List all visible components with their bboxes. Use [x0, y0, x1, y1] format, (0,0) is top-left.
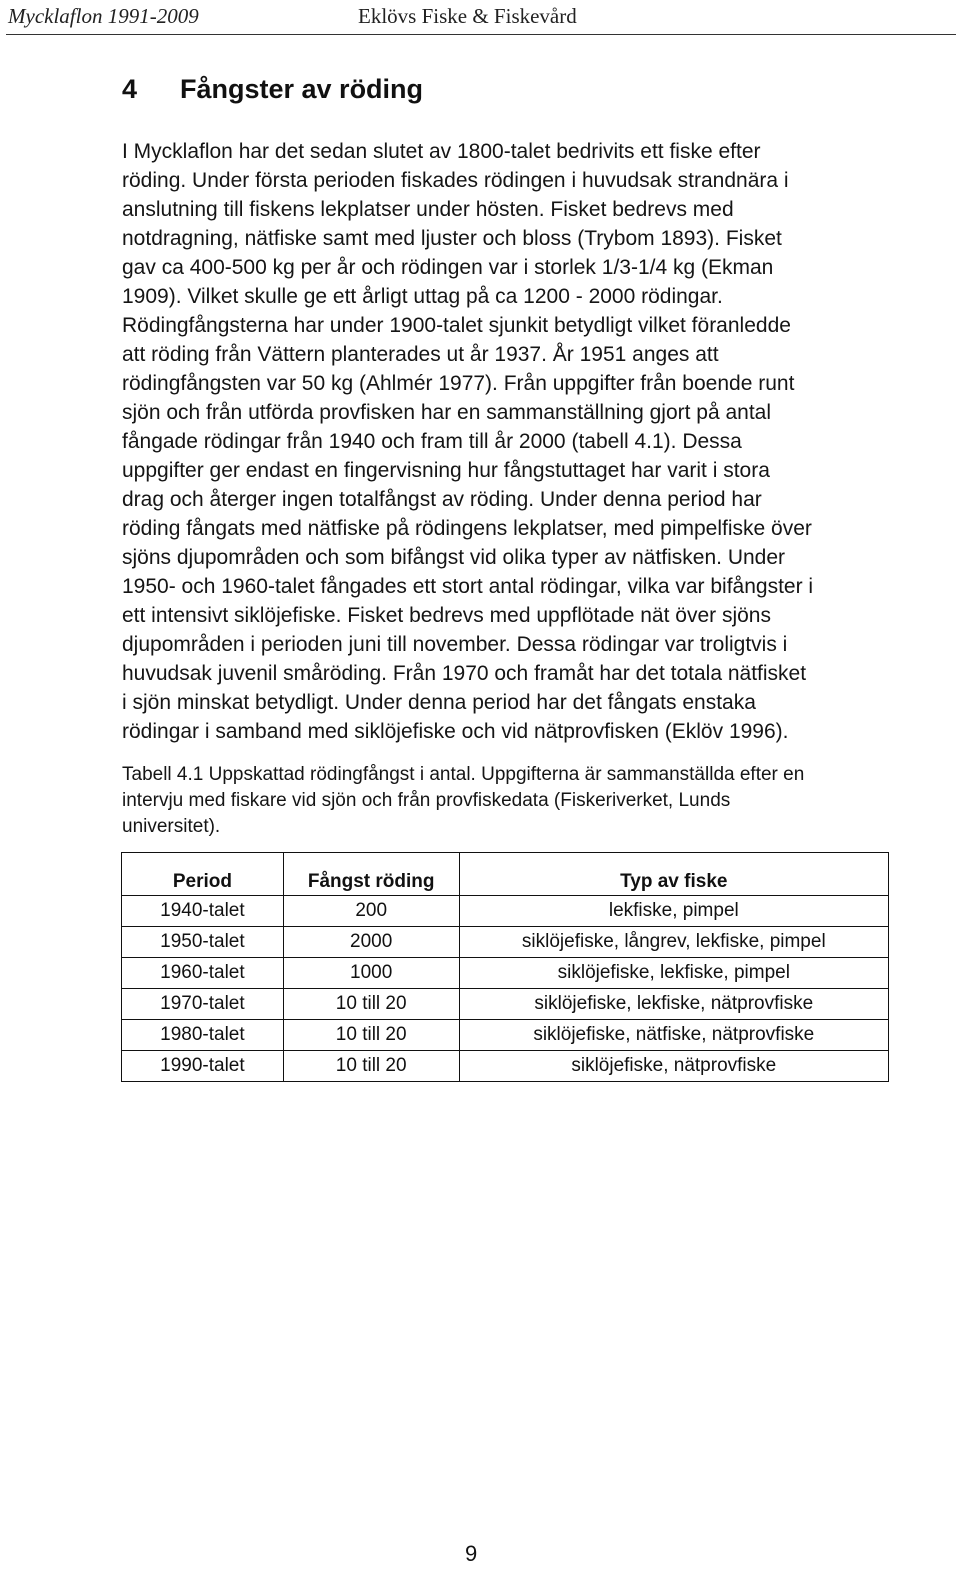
- table-row: [122, 927, 889, 958]
- header-catch: Fångst röding: [283, 853, 459, 896]
- paragraph-line: rödingar i samband med siklöjefiske och vid nätprovfisken (Eklöv 1996).: [122, 720, 789, 743]
- caption-line: Tabell 4.1 Uppskattad rödingfångst i antal. Uppgifterna är sammanställda efter en: [122, 764, 805, 785]
- cell-period: 1940-talet: [122, 896, 284, 927]
- cell-period: 1960-talet: [122, 958, 284, 989]
- cell-catch: 1000: [283, 958, 459, 989]
- caption-line: intervju med fiskare vid sjön och från provfiskedata (Fiskeriverket, Lunds: [122, 790, 731, 811]
- table-row: [122, 1020, 889, 1051]
- cell-fishing-type: siklöjefiske, nätfiske, nätprovfiske: [459, 1020, 888, 1051]
- table-header-row: [122, 853, 889, 896]
- cell-fishing-type: siklöjefiske, lekfiske, nätprovfiske: [459, 989, 888, 1020]
- paragraph-line: I Mycklaflon har det sedan slutet av 1800-talet bedrivits ett fiske efter: [122, 140, 761, 163]
- cell-fishing-type: siklöjefiske, långrev, lekfiske, pimpel: [459, 927, 888, 958]
- header-period: Period: [122, 853, 284, 896]
- cell-period: 1950-talet: [122, 927, 284, 958]
- cell-catch: 10 till 20: [283, 1051, 459, 1082]
- table-caption: [122, 762, 922, 840]
- cell-fishing-type: siklöjefiske, lekfiske, pimpel: [459, 958, 888, 989]
- paragraph-line: fångade rödingar från 1940 och fram till år 2000 (tabell 4.1). Dessa: [122, 430, 742, 453]
- header-fishing-type: Typ av fiske: [459, 853, 888, 896]
- paragraph-line: notdragning, nätfiske samt med ljuster och bloss (Trybom 1893). Fisket: [122, 227, 782, 250]
- caption-line: universitet).: [122, 816, 221, 837]
- catch-table: [121, 852, 889, 1082]
- paragraph-line: djupområden i perioden juni till november. Dessa rödingar var troligtvis i: [122, 633, 788, 656]
- paragraph-line: röding fångats med nätfiske på rödingens lekplatser, med pimpelfiske över: [122, 517, 812, 540]
- cell-period: 1970-talet: [122, 989, 284, 1020]
- paragraph-line: uppgifter ger endast en fingervisning hur fångstuttaget har varit i stora: [122, 459, 770, 482]
- paragraph-line: sjön och från utförda provfisken har en sammanställning gjort på antal: [122, 401, 772, 424]
- paragraph-line: sjöns djupområden och som bifångst vid olika typer av nätfisken. Under: [122, 546, 786, 569]
- header-document-title: Mycklaflon 1991-2009: [8, 4, 199, 28]
- section-heading: [122, 74, 423, 105]
- paragraph-line: anslutning till fiskens lekplatser under hösten. Fisket bedrevs med: [122, 198, 734, 221]
- section-number: 4: [122, 74, 138, 104]
- paragraph-line: i sjön minskat betydligt. Under denna period har det fångats enstaka: [122, 691, 756, 714]
- cell-catch: 200: [283, 896, 459, 927]
- header-publisher: Eklövs Fiske & Fiskevård: [358, 4, 577, 28]
- cell-catch: 2000: [283, 927, 459, 958]
- header-divider: [6, 34, 956, 35]
- cell-period: 1980-talet: [122, 1020, 284, 1051]
- cell-fishing-type: siklöjefiske, nätprovfiske: [459, 1051, 888, 1082]
- page-number: 9: [465, 1541, 478, 1566]
- table-row: [122, 896, 889, 927]
- cell-period: 1990-talet: [122, 1051, 284, 1082]
- cell-catch: 10 till 20: [283, 1020, 459, 1051]
- cell-fishing-type: lekfiske, pimpel: [459, 896, 888, 927]
- paragraph-line: Rödingfångsterna har under 1900-talet sjunkit betydligt vilket föranledde: [122, 314, 791, 337]
- paragraph-line: att röding från Vättern planterades ut år 1937. År 1951 anges att: [122, 343, 719, 366]
- section-title: Fångster av röding: [180, 74, 424, 104]
- paragraph-line: ett intensivt siklöjefiske. Fisket bedrevs med uppflötade nät över sjöns: [122, 604, 771, 627]
- running-header: [0, 0, 960, 40]
- paragraph-line: gav ca 400-500 kg per år och rödingen var i storlek 1/3-1/4 kg (Ekman: [122, 256, 774, 279]
- table-row: [122, 989, 889, 1020]
- body-paragraph: [122, 137, 922, 746]
- paragraph-line: huvudsak juvenil småröding. Från 1970 och framåt har det totala nätfisket: [122, 662, 807, 685]
- paragraph-line: 1909). Vilket skulle ge ett årligt uttag på ca 1200 - 2000 rödingar.: [122, 285, 723, 308]
- cell-catch: 10 till 20: [283, 989, 459, 1020]
- table-row: [122, 958, 889, 989]
- paragraph-line: röding. Under första perioden fiskades rödingen i huvudsak strandnära i: [122, 169, 789, 192]
- paragraph-line: rödingfångsten var 50 kg (Ahlmér 1977). Från uppgifter från boende runt: [122, 372, 795, 395]
- table-row: [122, 1051, 889, 1082]
- paragraph-line: 1950- och 1960-talet fångades ett stort antal rödingar, vilka var bifångster i: [122, 575, 814, 598]
- paragraph-line: drag och återger ingen totalfångst av röding. Under denna period har: [122, 488, 762, 511]
